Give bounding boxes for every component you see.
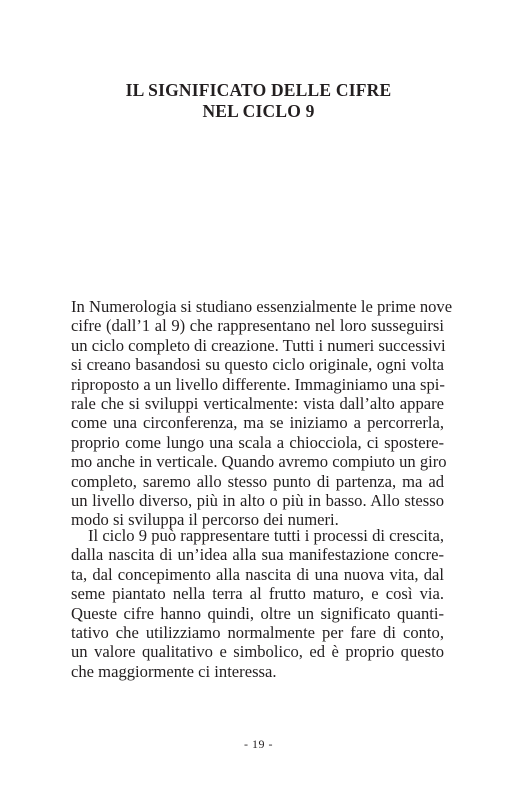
paragraph-line: Il ciclo 9 può rappresentare tutti i processi di crescita,	[88, 526, 444, 545]
paragraph-line: In Numerologia si studiano essenzialmente le prime nove	[71, 297, 453, 316]
chapter-title	[0, 80, 517, 122]
paragraph-line: un valore qualitativo e simbolico, ed è proprio questo	[71, 642, 444, 662]
paragraph-1	[71, 297, 453, 530]
paragraph-line: rale che si sviluppi verticalmente: vista dall’alto appare	[71, 394, 444, 414]
paragraph-line: un ciclo completo di creazione. Tutti i numeri successivi	[71, 335, 446, 355]
paragraph-line: mo anche in verticale. Quando avremo compiuto un giro	[71, 452, 447, 472]
paragraph-line: che maggiormente ci interessa.	[71, 661, 277, 681]
page-number: - 19 -	[244, 737, 273, 751]
paragraph-line: proprio come lungo una scala a chiocciola, ci spostere-	[71, 432, 444, 452]
paragraph-line: Queste cifre hanno quindi, oltre un significato quanti-	[71, 603, 444, 623]
paragraph-line: cifre (dall’1 al 9) che rappresentano nel loro susseguirsi	[71, 316, 444, 336]
paragraph-line: modo si sviluppa il percorso dei numeri.	[71, 510, 339, 530]
paragraph-line: completo, saremo allo stesso punto di partenza, ma ad	[71, 471, 444, 491]
paragraph-line: si creano basandosi su questo ciclo originale, ogni volta	[71, 355, 444, 375]
paragraph-line: tativo che utilizziamo normalmente per fare di conto,	[71, 623, 444, 643]
paragraph-line: dalla nascita di un’idea alla sua manifestazione concre-	[71, 545, 444, 565]
chapter-title-line-1: IL SIGNIFICATO DELLE CIFRE	[125, 80, 392, 100]
paragraph-2	[71, 526, 444, 681]
chapter-title-line-2: NEL CICLO 9	[202, 101, 315, 121]
paragraph-line: un livello diverso, più in alto o più in basso. Allo stesso	[71, 491, 444, 511]
paragraph-line: ta, dal concepimento alla nascita di una nuova vita, dal	[71, 564, 444, 584]
paragraph-line: seme piantato nella terra al frutto maturo, e così via.	[71, 584, 444, 604]
paragraph-line: come una circonferenza, ma se iniziamo a percorrerla,	[71, 413, 444, 433]
paragraph-line: riproposto a un livello differente. Immaginiamo una spi-	[71, 374, 445, 394]
